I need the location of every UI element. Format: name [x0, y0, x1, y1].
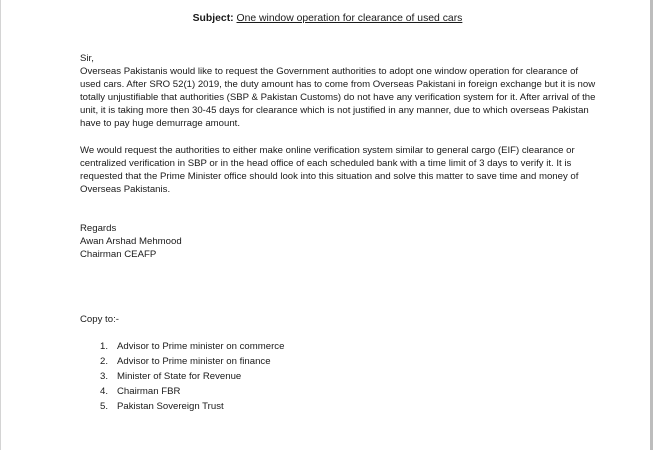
copy-to-section	[80, 313, 600, 413]
list-number: 1.	[100, 341, 109, 353]
subject-topic: One window operation for clearance of used cars	[236, 13, 463, 24]
list-number: 5.	[100, 401, 109, 413]
list-item	[80, 339, 600, 354]
list-number: 4.	[100, 386, 109, 398]
paragraph-2: We would request the authorities to either make online verification system similar to general cargo (EIF) clearance or centralized verification in SBP or in the head office of each scheduled bank with a time limit of 3 days to verify it. It is requested that the Prime Minister office should look into this situation and solve this matter to save time and money of Overseas Pakistanis.	[80, 144, 579, 195]
list-item	[80, 384, 600, 399]
copy-to-heading: Copy to:-	[80, 314, 119, 326]
list-text: Advisor to Prime minister on finance	[117, 356, 271, 368]
list-item	[80, 354, 600, 369]
list-item	[80, 399, 600, 413]
closing: Regards	[80, 222, 117, 234]
subject-prefix: Subject:	[192, 13, 234, 24]
list-text: Advisor to Prime minister on commerce	[117, 341, 285, 353]
signatory-title: Chairman CEAFP	[80, 249, 157, 261]
subject-line	[1, 12, 654, 26]
list-text: Minister of State for Revenue	[117, 371, 242, 383]
salutation: Sir,	[80, 53, 94, 64]
list-number: 3.	[100, 371, 109, 383]
list-item	[80, 369, 600, 384]
list-number: 2.	[100, 356, 109, 368]
list-text: Chairman FBR	[117, 386, 181, 398]
paragraph-1: Overseas Pakistanis would like to request the Government authorities to adopt one window operation for clearance of used cars. After SRO 52(1) 2019, the duty amount has to come from Overseas Pakistani in foreign exchange but it is now totally unjustifiable that authorities (SBP & Pakistan Customs) do not have any verification system for it. After arrival of the unit, it is taking more then 30-45 days for clearance which is not justified in any manner, due to which overseas Pakistan have to pay huge demurrage amount.	[80, 66, 596, 130]
list-text: Pakistan Sovereign Trust	[117, 401, 224, 413]
copy-to-list	[80, 339, 600, 413]
letter-body	[80, 52, 600, 413]
signature-block	[80, 222, 600, 261]
signatory-name: Awan Arshad Mehmood	[80, 236, 182, 248]
